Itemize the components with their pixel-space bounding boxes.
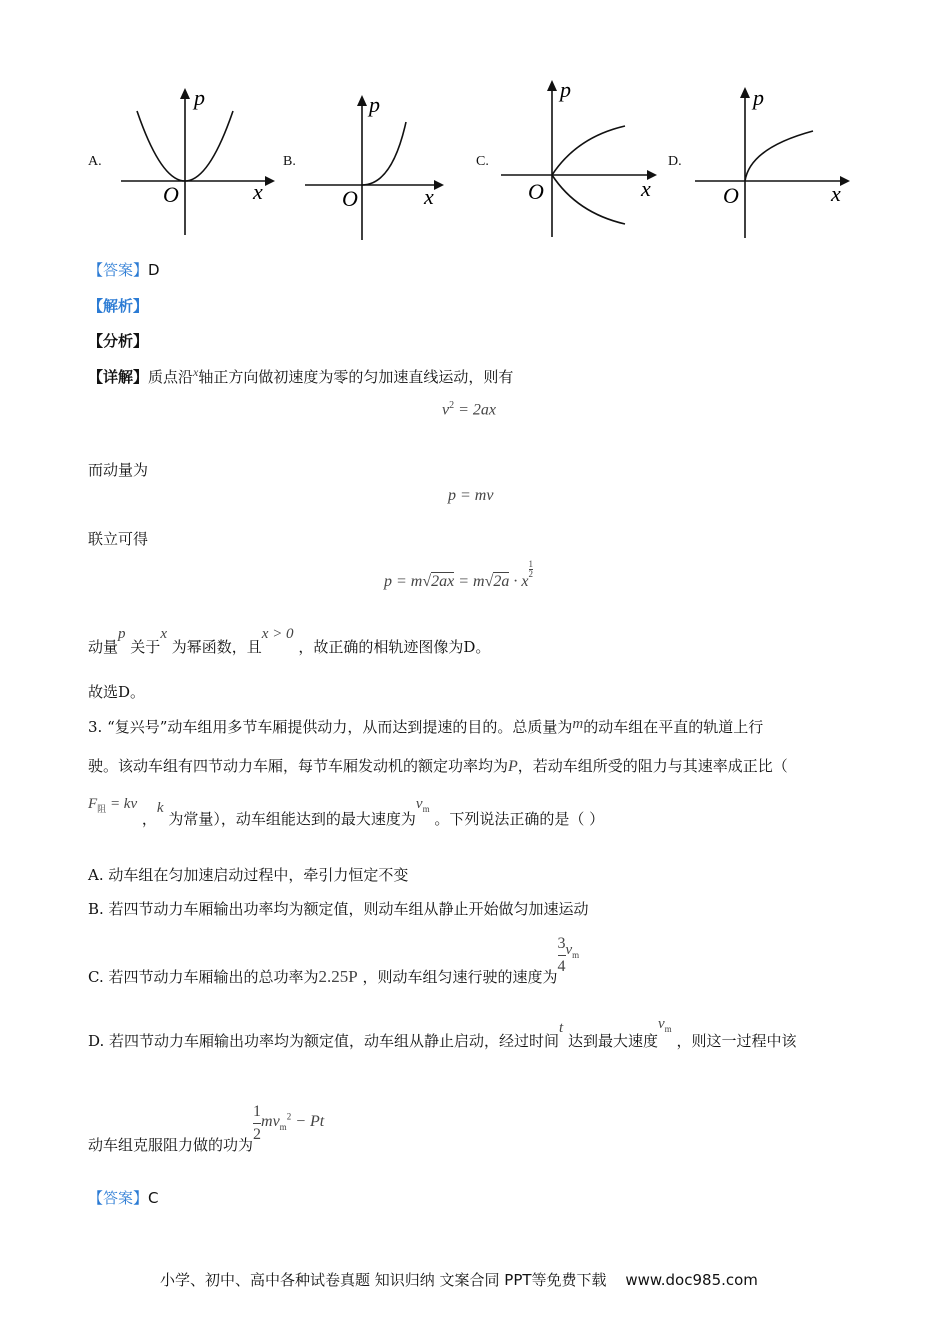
answer-value: C [148,1189,159,1207]
eq1-lhs: v [442,401,450,419]
fenxi-heading: 【分析】 [88,332,149,350]
optc-b: ，则动车组匀速行驶的速度为 [362,967,558,986]
q3-line3-c: 。下列说法正确的是（ ） [434,810,605,828]
q2-answer-line [88,259,160,280]
y-arrow [547,80,557,91]
y-arrow [740,87,750,98]
vmax-subscript: m [422,804,430,814]
optd-t: t [559,1020,564,1036]
eq1-rhs: = 2ax [458,401,497,419]
q3-option-c [88,930,580,986]
q3-line3-a: ， [141,810,157,828]
sqrt-sign: √ [484,573,494,590]
q3-line-3 [88,796,605,828]
equation-1 [442,400,496,419]
optd-c: ，则这一过程中该 [676,1032,797,1050]
concl-x: x [160,626,167,642]
footer-url[interactable]: www.doc985.com [625,1271,758,1289]
fraction-den: 4 [558,955,566,975]
q3-option-d [88,1016,797,1050]
choose-text: 故选D。 [88,683,146,701]
mv-term: mv [261,1112,280,1130]
q3-line-2 [88,755,788,776]
half-parabola-curve [362,122,406,185]
x-axis-label: x [831,181,841,206]
y-axis-label: p [560,77,571,102]
concl-p: p [118,626,126,642]
q3-line1-m: m [572,716,584,732]
x-axis-label: x [424,184,434,209]
q3-answer-line [88,1187,159,1208]
footer-text: 小学、初中、高中各种试卷真题 知识归纳 文案合同 PPT等免费下载 [160,1271,607,1289]
detail-line [88,365,513,387]
x-arrow [434,180,444,190]
equation-3 [384,559,533,591]
concl-3: 为幂函数，且 [171,638,262,656]
q3-line1-a: 3. “复兴号”动车组用多节车厢提供动力，从而达到提速的目的。总质量为 [88,718,573,736]
q3-line3-F [88,796,137,812]
q3-line3-v [416,796,430,812]
optc-a: C. 若四节动力车厢输出的总功率为 [88,967,319,986]
q3-option-b: B. 若四节动力车厢输出功率均为额定值，则动车组从静止开始做匀加速运动 [88,900,589,918]
x-arrow [265,176,275,186]
eq3-root1: 2ax [431,573,455,590]
x-axis-label: x [641,176,651,201]
optd-a: D. 若四节动力车厢输出功率均为额定值，动车组从静止启动，经过时间 [88,1032,560,1050]
pt-term: − Pt [295,1112,325,1130]
origin-label: O [723,183,739,208]
answer-tag: 【答案】 [88,1189,149,1207]
q3-line3-b: 为常量），动车组能达到的最大速度为 [168,810,416,828]
detail-text-1: 质点沿 [148,368,194,386]
momentum-text: 而动量为 [88,461,149,479]
q3-line2-a: 驶。该动车组有四节动力车厢，每节车厢发动机的额定功率均为 [88,757,509,775]
optc-v [566,942,580,958]
option-a-letter: A. [88,154,102,169]
eq3-b: = m [458,573,485,590]
origin-label: O [163,182,179,207]
vmax-subscript: m [572,949,580,960]
equation-2: p = mv [448,487,494,504]
graph-b [300,92,445,242]
detail-tag: 【详解】 [88,368,149,386]
optd-b: 达到最大速度 [567,1032,658,1050]
eq3-a: p = m [384,573,423,590]
optd2-expression [261,1113,324,1130]
answer-tag: 【答案】 [88,261,149,279]
y-arrow [180,88,190,99]
vmax-symbol: v [415,796,423,812]
concl-cond: x > 0 [261,626,294,642]
optd2-fraction [253,1104,261,1143]
eq3-root2: 2a [493,573,510,590]
y-axis-label: p [753,85,764,110]
detail-var-x: x [193,365,199,379]
vmax-symbol: v [658,1016,665,1032]
force-subscript: 阻 [97,804,107,814]
footer [160,1269,758,1290]
optc-fraction [558,936,566,975]
q3-line1-b: 的动车组在平直的轨道上行 [583,718,764,736]
q3-line-1 [88,716,763,737]
concl-2: 关于 [130,638,161,656]
q3-line2-P: P [508,758,518,775]
origin-label: O [528,179,544,204]
optd-v [658,1016,672,1032]
fraction-num: 1 [253,1103,262,1120]
fraction-num: 3 [557,935,566,952]
eq3-exponent [529,560,534,579]
detail-text-2: 轴正方向做初速度为零的匀加速直线运动，则有 [198,368,514,386]
sqrt-curve [745,131,813,181]
graph-a [115,85,275,240]
exp-num: 1 [528,559,533,569]
eq3-c: · x [513,573,529,590]
optc-val: 2.25P [318,966,358,986]
optd2-a: 动车组克服阻力做的功为 [88,1135,254,1154]
force-eq: = kv [109,796,138,812]
q3-line2-b: ，若动车组所受的阻力与其速率成正比（ [517,757,788,775]
vmax-subscript: m [664,1024,672,1034]
sqrt-sign: √ [422,573,432,590]
mv-subscript: m [279,1121,287,1132]
analysis-heading [88,295,148,316]
eq1-sup: 2 [449,400,455,411]
x-axis-label: x [253,179,263,204]
graph-d [692,82,852,242]
q3-option-a: A. 动车组在匀加速启动过程中，牵引力恒定不变 [88,866,409,884]
force-symbol: F [88,796,98,812]
analysis-tag: 【解析】 [88,297,149,315]
q3-option-d-line-2 [88,1098,325,1154]
origin-label: O [342,186,358,211]
y-arrow [357,95,367,106]
fraction-den: 2 [253,1123,261,1143]
conclusion-line [88,626,491,656]
option-b-letter: B. [283,154,296,169]
x-arrow [840,176,850,186]
option-d-letter: D. [668,154,682,169]
y-axis-label: p [369,92,380,117]
mv-superscript: 2 [286,1111,292,1122]
concl-4: ，故正确的相轨迹图像为D。 [298,638,491,656]
answer-value: D [148,261,160,279]
concl-1: 动量 [88,638,119,656]
y-axis-label: p [194,85,205,110]
vmax-symbol: v [565,941,573,958]
q3-line3-k: k [156,800,164,816]
exp-den: 2 [528,569,533,579]
option-c-letter: C. [476,154,489,169]
graph-c [497,75,659,240]
combine-text: 联立可得 [88,530,149,548]
